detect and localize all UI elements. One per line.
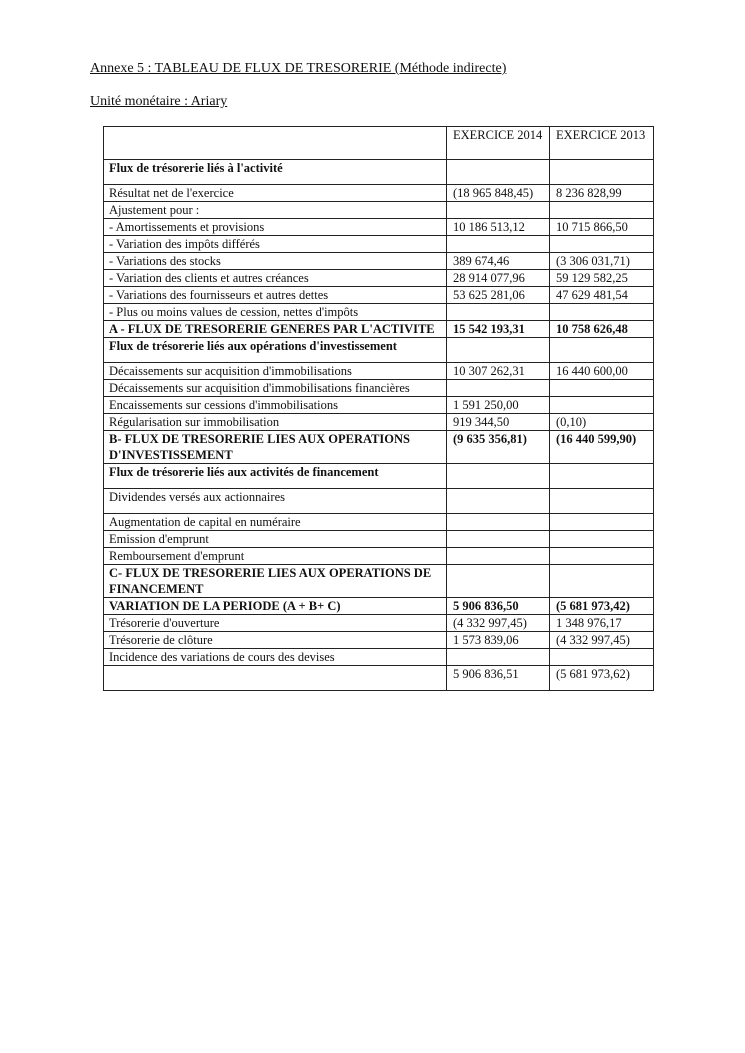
value-2013: 10 758 626,48 [550,321,654,338]
document-title: Annexe 5 : TABLEAU DE FLUX DE TRESORERIE (Méthode indirecte) [90,61,507,76]
row-label: Incidence des variations de cours des devises [104,649,447,666]
value-2014 [447,236,550,253]
value-2014: 53 625 281,06 [447,287,550,304]
table-row [104,304,654,321]
value-2013 [550,649,654,666]
value-2014 [447,338,550,363]
row-label: B- FLUX DE TRESORERIE LIES AUX OPERATIONS D'INVESTISSEMENT [104,431,447,464]
row-label: VARIATION DE LA PERIODE (A + B+ C) [104,598,447,615]
row-label [104,666,447,691]
column-header-2013: EXERCICE 2013 [550,127,654,160]
table-row [104,185,654,202]
value-2014: 10 307 262,31 [447,363,550,380]
value-2013 [550,565,654,598]
table-row [104,287,654,304]
value-2013 [550,236,654,253]
row-label: A - FLUX DE TRESORERIE GENERES PAR L'ACTIVITE [104,321,447,338]
value-2014 [447,160,550,185]
value-2013 [550,531,654,548]
row-label: Emission d'emprunt [104,531,447,548]
value-2013 [550,202,654,219]
value-2014 [447,380,550,397]
header-empty-cell [104,127,447,160]
value-2013: 47 629 481,54 [550,287,654,304]
row-label: Régularisation sur immobilisation [104,414,447,431]
table-row [104,236,654,253]
row-label: - Plus ou moins values de cession, nettes d'impôts [104,304,447,321]
value-2014 [447,489,550,514]
table-row [104,253,654,270]
value-2014: 1 573 839,06 [447,632,550,649]
table-row [104,202,654,219]
table-row [104,649,654,666]
value-2013 [550,397,654,414]
value-2014 [447,565,550,598]
row-label: Remboursement d'emprunt [104,548,447,565]
value-2013: (16 440 599,90) [550,431,654,464]
value-2014 [447,514,550,531]
value-2014 [447,531,550,548]
row-label: Trésorerie de clôture [104,632,447,649]
value-2013 [550,304,654,321]
value-2013: 59 129 582,25 [550,270,654,287]
row-label: Trésorerie d'ouverture [104,615,447,632]
row-label: Décaissements sur acquisition d'immobilisations financières [104,380,447,397]
value-2014: 389 674,46 [447,253,550,270]
value-2014: 28 914 077,96 [447,270,550,287]
row-label: - Variations des stocks [104,253,447,270]
value-2014 [447,202,550,219]
subtotal-row [104,565,654,598]
column-header-2014: EXERCICE 2014 [447,127,550,160]
row-label: Ajustement pour : [104,202,447,219]
value-2013 [550,548,654,565]
value-2014: 5 906 836,51 [447,666,550,691]
table-row [104,489,654,514]
value-2013: (4 332 997,45) [550,632,654,649]
row-label: Résultat net de l'exercice [104,185,447,202]
table-row [104,615,654,632]
value-2014: (18 965 848,45) [447,185,550,202]
table-row [104,414,654,431]
row-label: - Amortissements et provisions [104,219,447,236]
value-2014: 15 542 193,31 [447,321,550,338]
currency-unit: Unité monétaire : Ariary [90,94,228,109]
value-2013: (5 681 973,42) [550,598,654,615]
table-row [104,548,654,565]
value-2014 [447,304,550,321]
value-2014: (4 332 997,45) [447,615,550,632]
row-label: Dividendes versés aux actionnaires [104,489,447,514]
value-2013 [550,489,654,514]
value-2013: (0,10) [550,414,654,431]
table-row [104,397,654,414]
value-2013: 10 715 866,50 [550,219,654,236]
value-2014 [447,548,550,565]
table-row [104,514,654,531]
table-header-row [104,127,654,160]
row-label: Flux de trésorerie liés aux opérations d'investissement [104,338,447,363]
subtotal-row [104,321,654,338]
value-2014: (9 635 356,81) [447,431,550,464]
table-row [104,380,654,397]
row-label: Décaissements sur acquisition d'immobilisations [104,363,447,380]
table-row [104,531,654,548]
value-2013: 1 348 976,17 [550,615,654,632]
value-2013 [550,464,654,489]
table-row [104,160,654,185]
table-row [104,338,654,363]
value-2014: 919 344,50 [447,414,550,431]
value-2013 [550,514,654,531]
value-2013: (3 306 031,71) [550,253,654,270]
table-row [104,363,654,380]
row-label: - Variation des impôts différés [104,236,447,253]
cash-flow-table [103,126,654,691]
table-row [104,632,654,649]
total-variation-row [104,598,654,615]
value-2014: 10 186 513,12 [447,219,550,236]
value-2013 [550,338,654,363]
value-2014: 5 906 836,50 [447,598,550,615]
table-row [104,464,654,489]
row-label: Flux de trésorerie liés aux activités de financement [104,464,447,489]
row-label: C- FLUX DE TRESORERIE LIES AUX OPERATIONS DE FINANCEMENT [104,565,447,598]
row-label: - Variations des fournisseurs et autres dettes [104,287,447,304]
value-2014 [447,649,550,666]
row-label: Flux de trésorerie liés à l'activité [104,160,447,185]
value-2014: 1 591 250,00 [447,397,550,414]
row-label: Encaissements sur cessions d'immobilisations [104,397,447,414]
row-label: Augmentation de capital en numéraire [104,514,447,531]
value-2013 [550,160,654,185]
check-total-row [104,666,654,691]
table-row [104,270,654,287]
table-row [104,219,654,236]
value-2014 [447,464,550,489]
value-2013: 8 236 828,99 [550,185,654,202]
value-2013: 16 440 600,00 [550,363,654,380]
value-2013 [550,380,654,397]
subtotal-row [104,431,654,464]
value-2013: (5 681 973,62) [550,666,654,691]
row-label: - Variation des clients et autres créances [104,270,447,287]
